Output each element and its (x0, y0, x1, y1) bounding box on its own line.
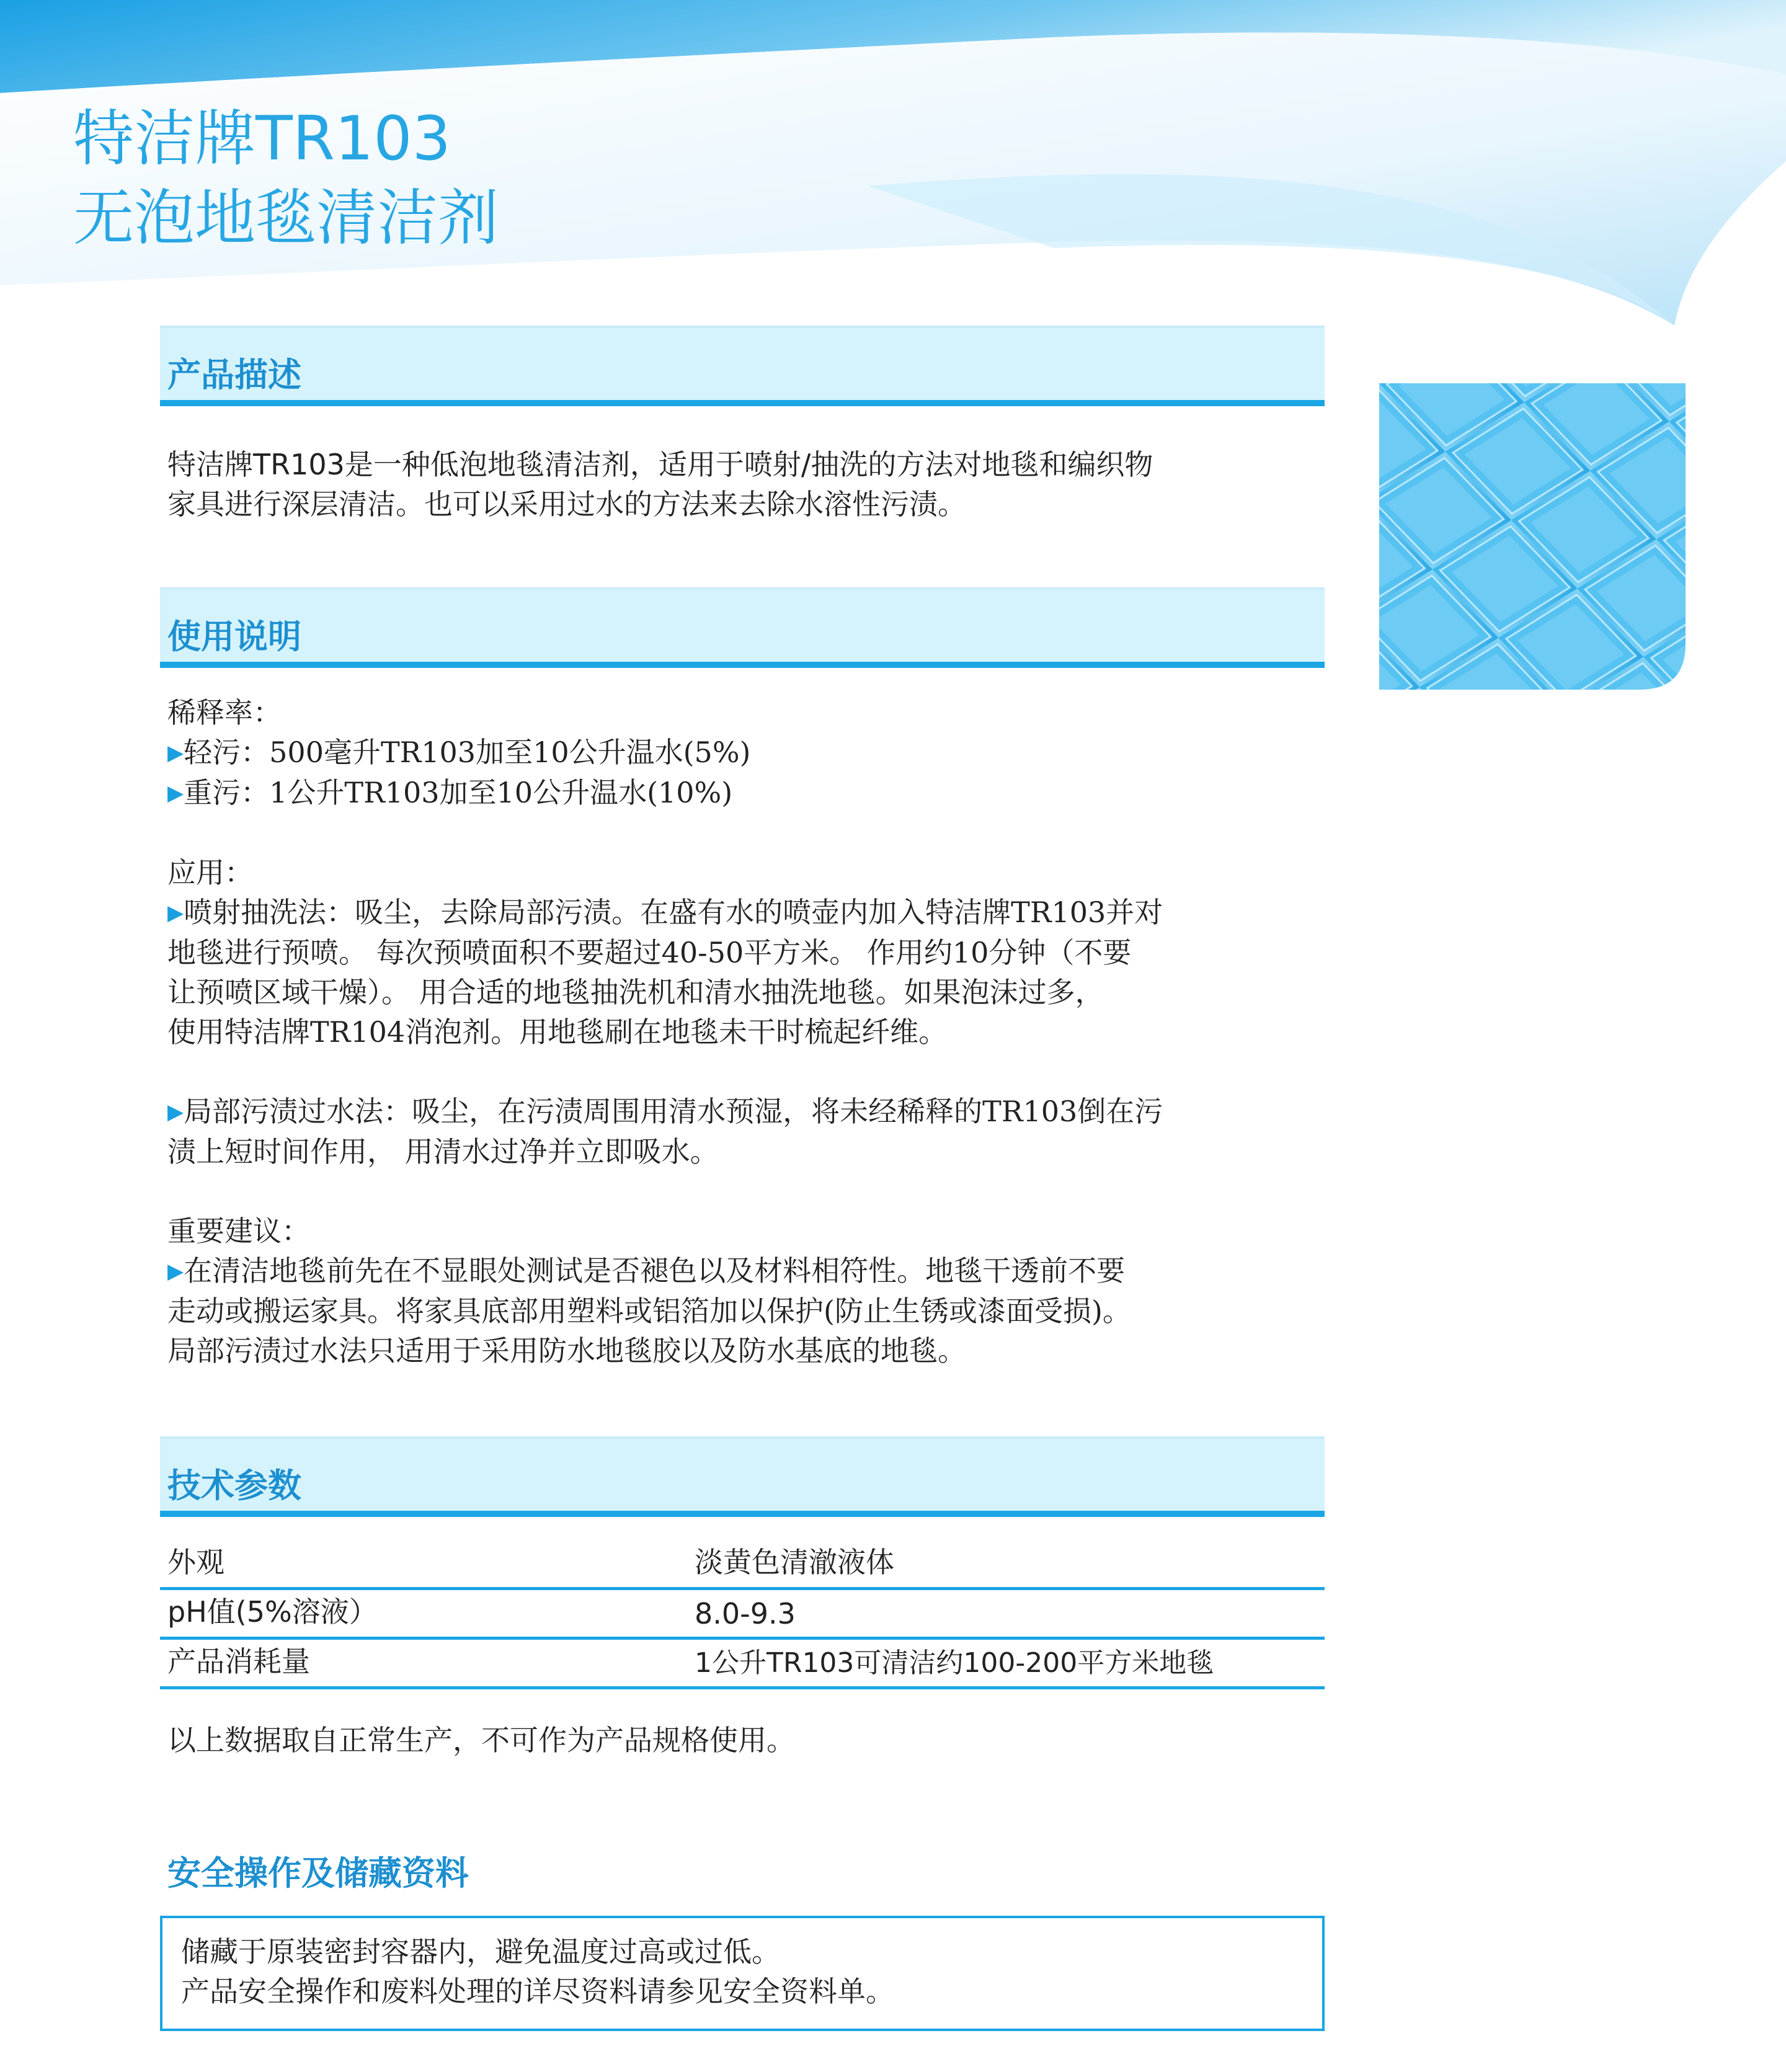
advice-label: 重要建议： (167, 1214, 310, 1248)
section-heading: 产品描述 (167, 355, 301, 394)
triangle-right-icon: ▶ (167, 900, 184, 925)
table-row (160, 1541, 1325, 1590)
dilution-block (160, 693, 1325, 813)
section-header-tech (160, 1436, 1325, 1517)
spec-value: 1公升TR103可清洁约100-200平方米地毯 (695, 1647, 1214, 1679)
spec-value: 淡黄色清澈液体 (695, 1545, 894, 1579)
advice-block (160, 1211, 1325, 1371)
application-block (160, 853, 1325, 1052)
safety-box (160, 1916, 1325, 2031)
section-header-usage (160, 587, 1325, 668)
main-content (160, 326, 1325, 2031)
section-heading: 使用说明 (167, 617, 301, 656)
tech-note: 以上数据取自正常生产，不可作为产品规格使用。 (167, 1723, 795, 1757)
spot-line: 局部污渍过水法：吸尘，在污渍周围用清水预湿，将未经稀释的TR103倒在污 (184, 1095, 1163, 1128)
title-line-2: 无泡地毯清洁剂 (73, 183, 499, 254)
document-title (73, 99, 499, 258)
advice-line: 局部污渍过水法只适用于采用防水地毯胶以及防水基底的地毯。 (167, 1334, 966, 1367)
section-header-description (160, 326, 1325, 406)
description-line-1: 特洁牌TR103是一种低泡地毯清洁剂，适用于喷射/抽洗的方法对地毯和编织物 (167, 448, 1153, 481)
safety-heading: 安全操作及储藏资料 (167, 1854, 469, 1893)
spec-table (160, 1541, 1325, 1689)
section-heading: 技术参数 (167, 1466, 301, 1505)
table-row (160, 1590, 1325, 1640)
triangle-right-icon: ▶ (167, 1259, 184, 1284)
safety-line-1: 储藏于原装密封容器内，避免温度过高或过低。 (181, 1935, 780, 1968)
spray-line: 让预喷区域干燥）。 用合适的地毯抽洗机和清水抽洗地毯。如果泡沫过多， (167, 976, 1104, 1009)
spray-line: 地毯进行预喷。 每次预喷面积不要超过40-50平方米。 作用约10分钟（不要 (167, 936, 1132, 969)
triangle-right-icon: ▶ (167, 740, 184, 765)
description-text (160, 445, 1325, 524)
advice-line: 在清洁地毯前先在不显眼处测试是否褪色以及材料相符性。地毯干透前不要 (184, 1254, 1126, 1287)
dilution-item: 轻污：500毫升TR103加至10公升温水(5%) (184, 736, 751, 769)
spray-line: 使用特洁牌TR104消泡剂。用地毯刷在地毯未干时梳起纤维。 (167, 1015, 948, 1049)
spec-key: 产品消耗量 (167, 1645, 310, 1678)
safety-line-2: 产品安全操作和废料处理的详尽资料请参见安全资料单。 (181, 1975, 894, 2008)
tile-pattern-image (1379, 383, 1686, 690)
application-label: 应用： (167, 856, 253, 889)
spot-line: 渍上短时间作用， 用清水过净并立即吸水。 (167, 1135, 719, 1168)
table-row (160, 1640, 1325, 1689)
spec-key: 外观 (167, 1545, 224, 1579)
spray-line: 喷射抽洗法：吸尘，去除局部污渍。在盛有水的喷壶内加入特洁牌TR103并对 (184, 896, 1163, 929)
spec-value: 8.0-9.3 (695, 1597, 796, 1630)
dilution-item: 重污：1公升TR103加至10公升温水(10%) (184, 776, 733, 809)
dilution-label: 稀释率： (167, 696, 282, 729)
title-line-1: 特洁牌TR103 (73, 104, 451, 174)
spec-key: pH值(5%溶液） (167, 1595, 378, 1629)
spot-cleaning-block (160, 1092, 1325, 1172)
description-line-2: 家具进行深层清洁。也可以采用过水的方法来去除水溶性污渍。 (167, 487, 966, 521)
triangle-right-icon: ▶ (167, 1100, 184, 1124)
advice-line: 走动或搬运家具。将家具底部用塑料或铝箔加以保护(防止生锈或漆面受损)。 (167, 1294, 1131, 1328)
triangle-right-icon: ▶ (167, 781, 184, 806)
